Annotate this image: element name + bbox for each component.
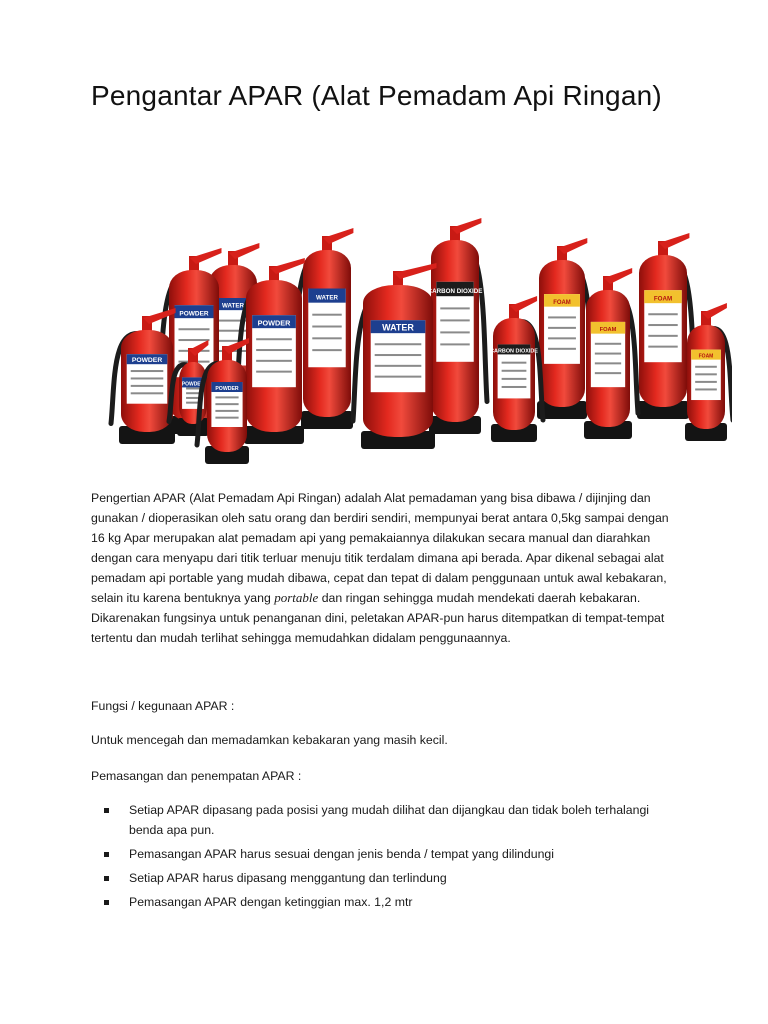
label-line [502,378,527,380]
label-line [648,313,677,315]
label-text: CARBON DIOXIDE [427,288,483,295]
label-line [648,335,677,337]
label-line [256,371,292,373]
label-line [502,386,527,388]
definition-text-2: dan ringan sehingga mudah mendekati daerah kebakaran. Dikarenakan fungsinya untuk penanganan dini, peletakan APAR-pun harus ditempatkan di tempat-tempat tertentu dan mudah terlihat sehingga memudahkan didalam penggunaannya. [91,591,665,645]
label-text: FOAM [599,327,617,334]
label-line [502,362,527,364]
label-line [131,385,164,387]
label-line [312,314,341,316]
label-line [595,343,621,345]
label-line [548,316,576,318]
label-line [375,354,422,356]
pemasangan-list [91,800,651,916]
label-line [312,326,341,328]
label-line [256,338,292,340]
label-text: FOAM [653,295,673,303]
fungsi-text: Untuk mencegah dan memadamkan kebakaran yang masih kecil. [91,733,448,747]
definition-paragraph [91,488,677,648]
extinguisher-co2 [428,218,487,434]
extinguishers-photo [91,190,732,470]
label-line [215,396,238,398]
label-line [440,343,469,345]
label-line [648,324,677,326]
label-text: WATER [382,322,414,333]
pemasangan-heading: Pemasangan dan penempatan APAR : [91,769,302,783]
label-line [375,365,422,367]
label-line [131,377,164,379]
list-item-text: Setiap APAR dipasang pada posisi yang mudah dilihat dan dijangkau dan tidak boleh terhalangi benda apa pun. [129,803,650,837]
label-text: WATER [315,294,339,302]
label-line [548,348,576,350]
extinguisher-group [111,218,732,464]
fungsi-heading: Fungsi / kegunaan APAR : [91,699,235,713]
bullet-icon [104,808,109,813]
label-line [256,349,292,351]
list-item [91,892,651,912]
label-line [440,319,469,321]
label-line [595,353,621,355]
label-text: POWDER [257,318,291,328]
label-line [256,360,292,362]
extinguisher-water [293,228,353,429]
label-line [648,346,677,348]
label-line [695,381,717,383]
label-text: WATER [221,302,245,310]
list-item-text: Pemasangan APAR dengan ketinggian max. 1,2 mtr [129,895,413,909]
extinguisher-foam [637,233,695,419]
label-line [595,362,621,364]
page-title: Pengantar APAR (Alat Pemadam Api Ringan) [91,80,662,111]
label-line [215,410,238,412]
label-text: FOAM [553,299,571,306]
label-line [595,372,621,374]
label-line [312,349,341,351]
extinguisher-co2 [490,296,543,442]
label-line [179,339,210,341]
label-line [695,388,717,390]
extinguisher-foam [537,238,593,419]
label-text: POWDER [215,386,239,392]
list-item [91,868,651,888]
bullet-icon [104,900,109,905]
extinguisher-foam [584,268,638,439]
definition-text-1: Pengertian APAR (Alat Pemadam Api Ringan) adalah Alat pemadaman yang bisa dibawa / dijinjing dan gunakan / dioperasikan oleh satu orang dan berdiri sendiri, mempunyai berat antara 0,5kg sampai dengan 16 kg Apar merupakan alat pemadam api yang pemakaiannya dilakukan secara manual dan diarahkan dengan cara menyapu dari titik terluar menuju titik terdalam dimana api berada. Apar dikenal sebagai alat pemadam api portable yang mudah dibawa, cepat dan tepat di dalam penggunaan untuk awal kebakaran, selain itu karena bentuknya yang [91,491,669,605]
list-item-text: Setiap APAR harus dipasang menggantung dan terlindung [129,871,447,885]
list-item-text: Pemasangan APAR harus sesuai dengan jenis benda / tempat yang dilindungi [129,847,554,861]
label-line [695,366,717,368]
label-line [131,370,164,372]
label-line [440,307,469,309]
label-line [131,392,164,394]
label-text: CARBON DIOXIDE [490,348,538,355]
definition-emphasis: portable [274,590,319,605]
label-line [186,387,200,389]
label-line [179,328,210,330]
label-line [215,417,238,419]
label-text: POWDER [181,381,205,388]
bullet-icon [104,876,109,881]
label-line [548,327,576,329]
list-item [91,800,651,840]
label-text: POWDER [131,357,163,365]
label-text: FOAM [698,353,714,360]
label-line [548,337,576,339]
label-line [186,397,200,399]
bullet-icon [104,852,109,857]
label-line [186,392,200,394]
list-item [91,844,651,864]
label-line [695,373,717,375]
label-line [375,343,422,345]
label-line [215,403,238,405]
label-line [440,331,469,333]
label-text: POWDER [179,310,209,318]
label-line [502,370,527,372]
label-line [375,376,422,378]
label-line [312,337,341,339]
extinguisher-water [353,263,437,449]
